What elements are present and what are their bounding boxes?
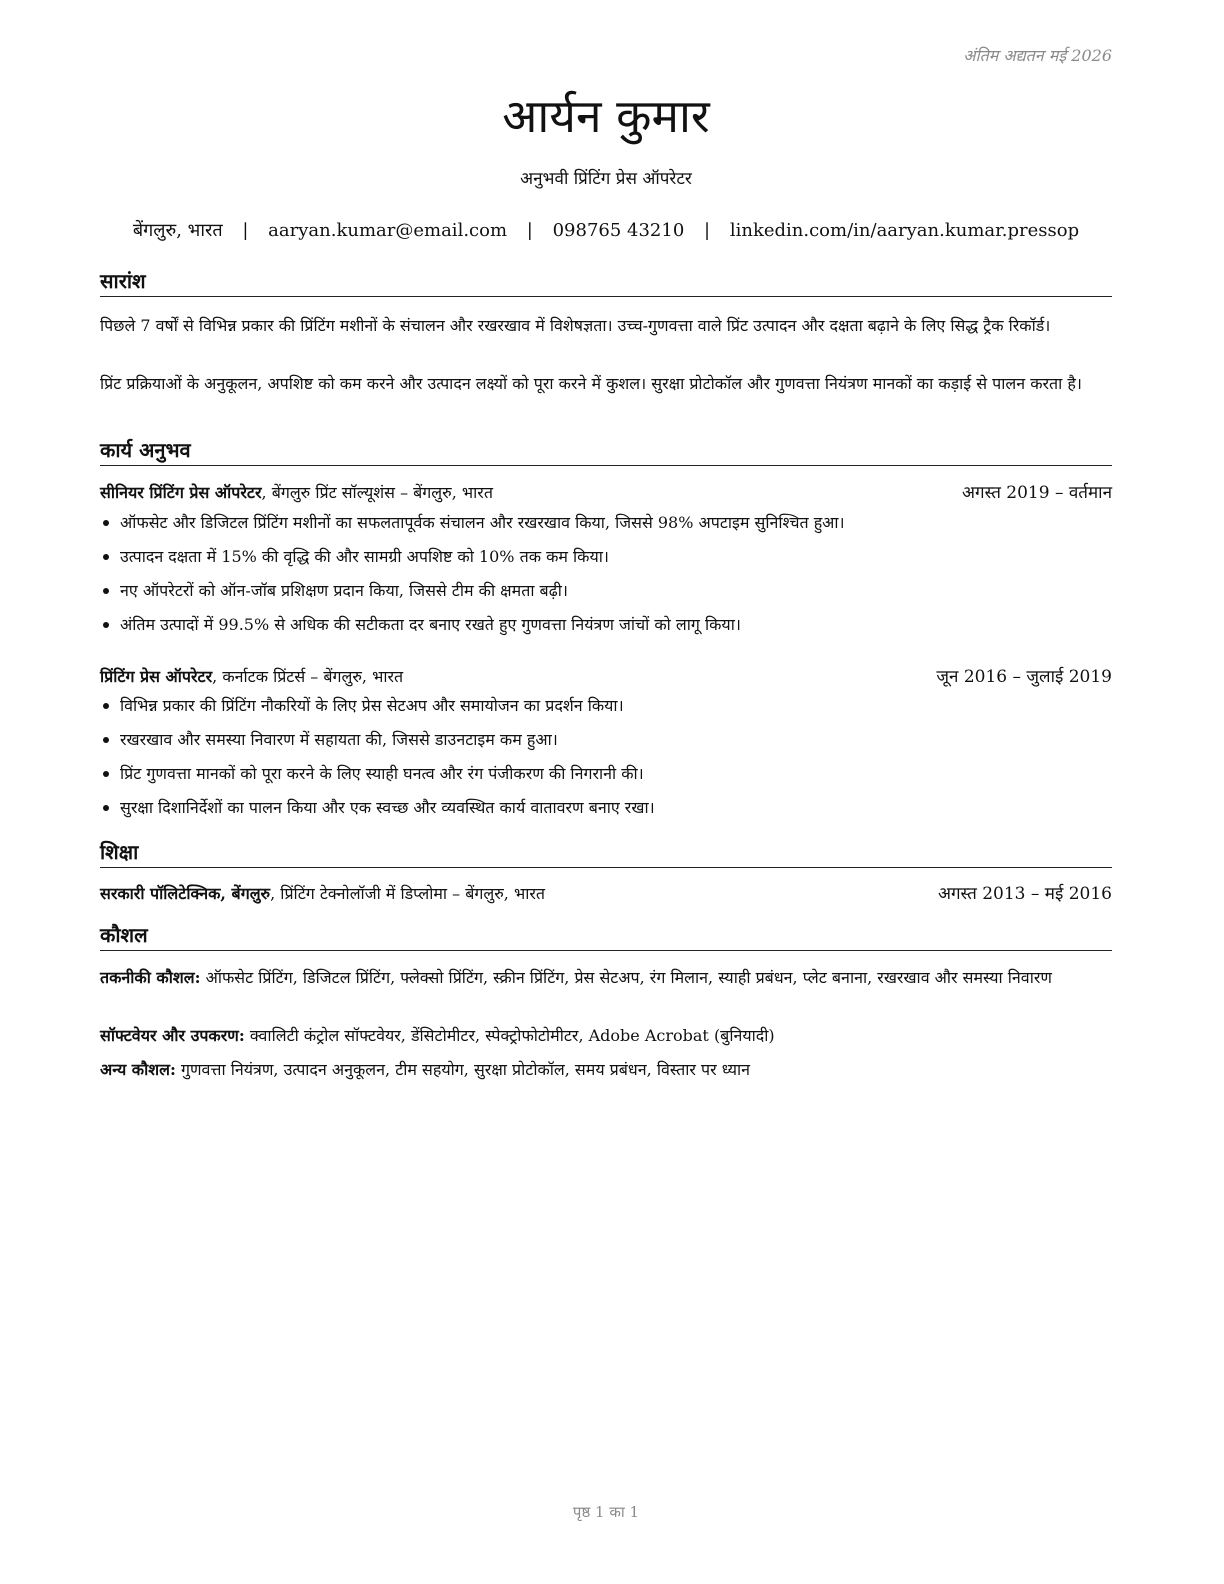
skills-label: तकनीकी कौशल:: [100, 968, 201, 987]
list-item: प्रिंट गुणवत्ता मानकों को पूरा करने के लिए स्याही घनत्व और रंग पंजीकरण की निगरानी की।: [100, 762, 1112, 796]
job-dates: जून 2016 – जुलाई 2019: [936, 667, 1112, 687]
section-heading-experience: कार्य अनुभव: [100, 437, 1112, 466]
skills-value: गुणवत्ता नियंत्रण, उत्पादन अनुकूलन, टीम सहयोग, सुरक्षा प्रोटोकॉल, समय प्रबंधन, विस्तार पर ध्यान: [175, 1060, 751, 1079]
skills-software: [100, 1024, 1112, 1048]
contact-line: [100, 218, 1112, 242]
summary-paragraph: पिछले 7 वर्षों से विभिन्न प्रकार की प्रिंटिंग मशीनों के संचालन और रखरखाव में विशेषज्ञता। उच्च-गुणवत्ता वाले प्रिंट उत्पादन और दक्षता बढ़ाने के लिए सिद्ध ट्रैक रिकॉर्ड।: [100, 316, 1051, 335]
section-heading-education: शिक्षा: [100, 839, 1112, 868]
headline: अनुभवी प्रिंटिंग प्रेस ऑपरेटर: [520, 169, 692, 189]
section-heading-skills: कौशल: [100, 922, 1112, 951]
education-degree: , प्रिंटिंग टेक्नोलॉजी में डिप्लोमा – बेंगलुरु, भारत: [270, 884, 546, 903]
skills-label: सॉफ्टवेयर और उपकरण:: [100, 1026, 245, 1045]
contact-separator: |: [242, 220, 249, 241]
list-item: विभिन्न प्रकार की प्रिंटिंग नौकरियों के लिए प्रेस सेटअप और समायोजन का प्रदर्शन किया।: [100, 694, 1112, 728]
skills-value: ऑफसेट प्रिंटिंग, डिजिटल प्रिंटिंग, फ्लेक्सो प्रिंटिंग, स्क्रीन प्रिंटिंग, प्रेस सेटअप, रंग मिलान, स्याही प्रबंधन, प्लेट बनाना, रखरखाव और समस्या निवारण: [200, 968, 1052, 987]
section-heading-summary: सारांश: [100, 268, 1112, 297]
contact-location: बेंगलुरु, भारत: [132, 220, 223, 241]
contact-linkedin: linkedin.com/in/aaryan.kumar.pressop: [729, 220, 1080, 241]
list-item: नए ऑपरेटरों को ऑन-जॉब प्रशिक्षण प्रदान किया, जिससे टीम की क्षमता बढ़ी।: [100, 579, 1112, 613]
job-header: [100, 481, 1112, 505]
resume-page: [100, 0, 1112, 1584]
job-employer: , बेंगलुरु प्रिंट सॉल्यूशंस – बेंगलुरु, भारत: [261, 483, 493, 502]
job-title: प्रिंटिंग प्रेस ऑपरेटर: [100, 667, 213, 686]
contact-separator: |: [526, 220, 533, 241]
job-bullets: [100, 511, 1112, 647]
list-item: उत्पादन दक्षता में 15% की वृद्धि की और सामग्री अपशिष्ट को 10% तक कम किया।: [100, 545, 1112, 579]
education-dates: अगस्त 2013 – मई 2016: [937, 884, 1112, 904]
skills-technical: [100, 966, 1112, 990]
job-header: [100, 665, 1112, 689]
skills-label: अन्य कौशल:: [100, 1060, 176, 1079]
job-title-line: [100, 665, 403, 689]
contact-separator: |: [704, 220, 711, 241]
contact-phone: 098765 43210: [552, 220, 685, 241]
job-title-line: [100, 481, 493, 505]
last-updated: अंतिम अद्यतन मई 2026: [963, 46, 1112, 65]
list-item: रखरखाव और समस्या निवारण में सहायता की, जिससे डाउनटाइम कम हुआ।: [100, 728, 1112, 762]
education-entry: [100, 882, 1112, 906]
job-employer: , कर्नाटक प्रिंटर्स – बेंगलुरु, भारत: [212, 667, 404, 686]
summary-paragraph: प्रिंट प्रक्रियाओं के अनुकूलन, अपशिष्ट को कम करने और उत्पादन लक्ष्यों को पूरा करने में कुशल। सुरक्षा प्रोटोकॉल और गुणवत्ता नियंत्रण मानकों का कड़ाई से पालन करता है।: [100, 374, 1082, 393]
list-item: ऑफसेट और डिजिटल प्रिंटिंग मशीनों का सफलतापूर्वक संचालन और रखरखाव किया, जिससे 98% अपटाइम सुनिश्चित हुआ।: [100, 511, 1112, 545]
education-institution: सरकारी पॉलिटेक्निक, बेंगलुरु: [100, 884, 271, 903]
list-item: सुरक्षा दिशानिर्देशों का पालन किया और एक स्वच्छ और व्यवस्थित कार्य वातावरण बनाए रखा।: [100, 796, 1112, 830]
skills-value: क्वालिटी कंट्रोल सॉफ्टवेयर, डेंसिटोमीटर, स्पेक्ट्रोफोटोमीटर, Adobe Acrobat (बुनियादी): [244, 1026, 775, 1045]
education-line: [100, 882, 545, 906]
list-item: अंतिम उत्पादों में 99.5% से अधिक की सटीकता दर बनाए रखते हुए गुणवत्ता नियंत्रण जांचों को लागू किया।: [100, 613, 1112, 647]
job-dates: अगस्त 2019 – वर्तमान: [962, 483, 1112, 503]
contact-email: aaryan.kumar@email.com: [268, 220, 508, 241]
job-title: सीनियर प्रिंटिंग प्रेस ऑपरेटर: [100, 483, 262, 502]
page-number: पृष्ठ 1 का 1: [572, 1503, 640, 1521]
candidate-name: आर्यन कुमार: [502, 89, 710, 143]
skills-other: [100, 1058, 1112, 1082]
job-bullets: [100, 694, 1112, 830]
